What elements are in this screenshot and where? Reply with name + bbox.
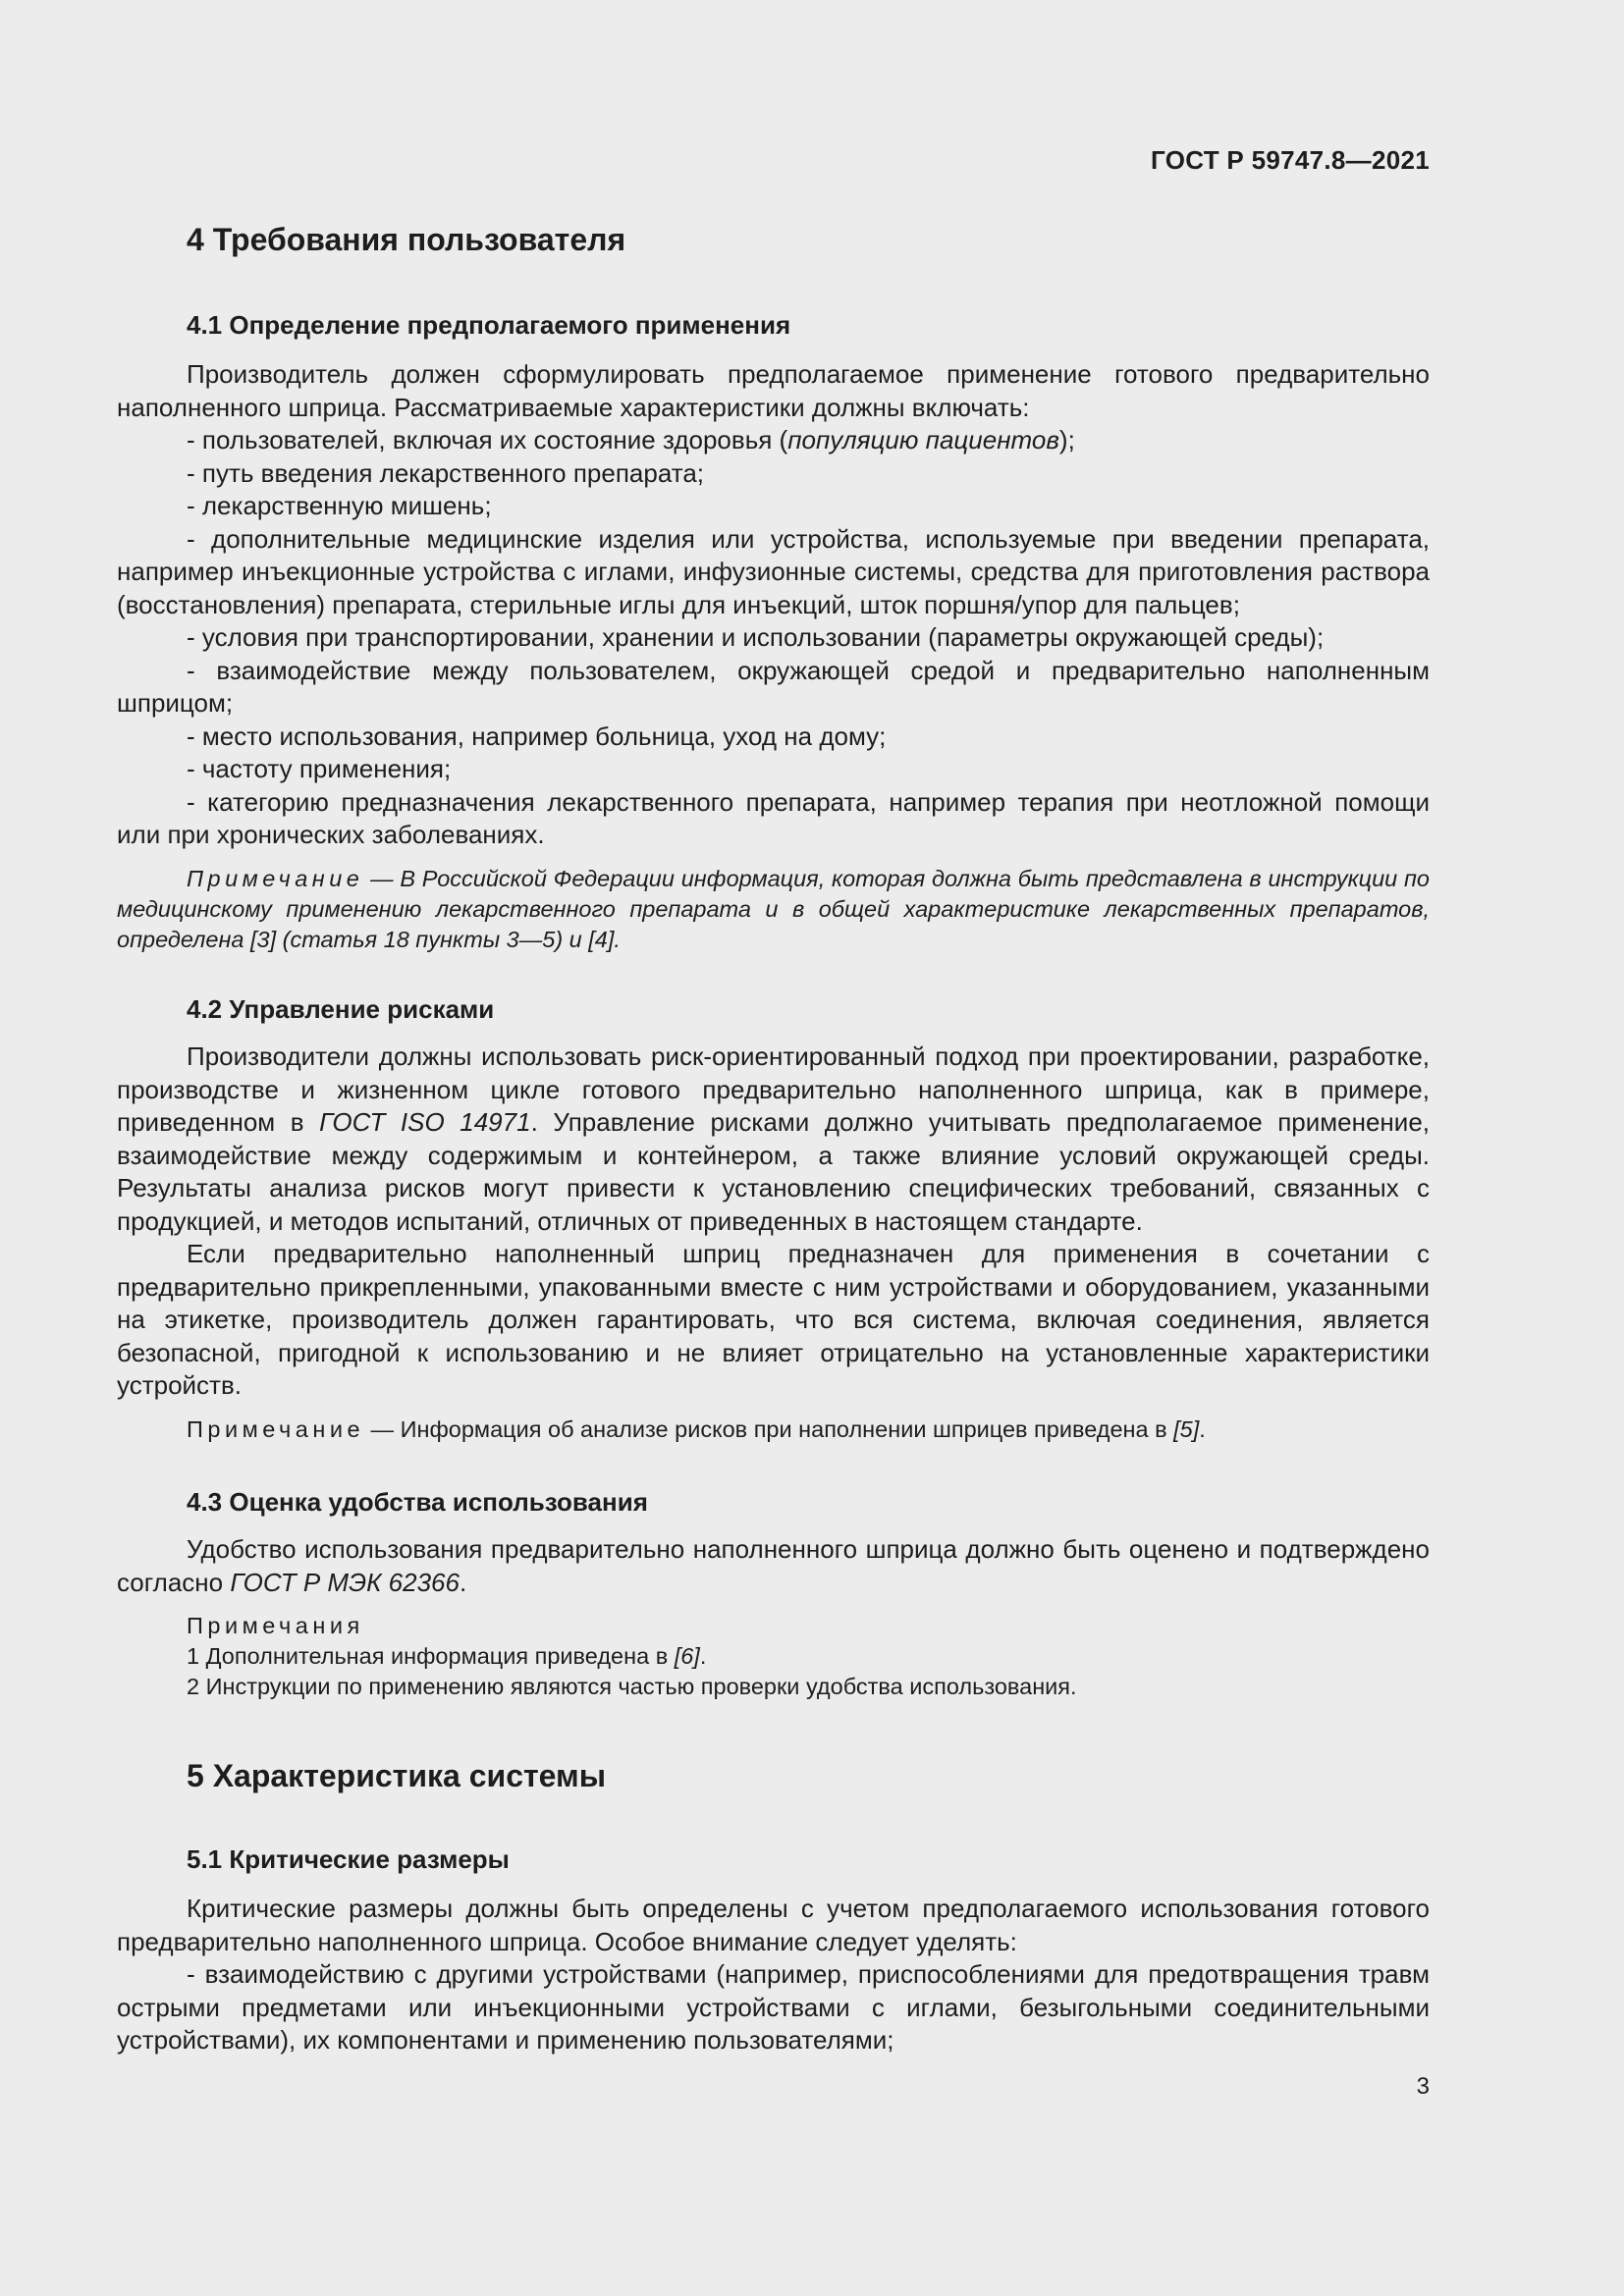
subsection-4-3-title: 4.3 Оценка удобства использования	[187, 1487, 648, 1517]
note-4-1: Примечание — В Российской Федерации информация, которая должна быть представлена в инструкции по медицинскому применению лекарственного препарата и в общей характеристике лекарственных препаратов, определена [3] (статья 18 пункты 3—5) и [4].	[117, 865, 1430, 952]
subsection-5-1-title: 5.1 Критические размеры	[187, 1844, 510, 1874]
subsection-4-1-title: 4.1 Определение предполагаемого применения	[187, 310, 791, 340]
paragraph: Если предварительно наполненный шприц предназначен для применения в сочетании с предварительно прикрепленными, упакованными вместе с ним устройствами и оборудованием, указанными на этикетке, производитель должен гарантировать, что вся система, включая соединения, является безопасной, пригодной к использованию и не влияет отрицательно на установленные характеристики устройств.	[117, 1239, 1430, 1400]
list-item: - путь введения лекарственного препарата;	[187, 457, 705, 488]
subsection-4-1-body	[117, 358, 1430, 955]
page-number: 3	[1416, 2073, 1430, 2100]
note-item: 2 Инструкции по применению являются частью проверки удобства использования.	[187, 1674, 1077, 1699]
list-item: - дополнительные медицинские изделия или устройства, используемые при введении препарата, например инъекционные устройства с иглами, инфузионные системы, средства для приготовления раствора (восстановления) препарата, стерильные иглы для инъекций, шток поршня/упор для пальцев;	[117, 523, 1430, 619]
notes-4-3	[117, 1611, 1430, 1702]
paragraph: Производитель должен сформулировать предполагаемое применение готового предварительно наполненного шприца. Рассматриваемые характеристики должны включать:	[117, 359, 1430, 422]
section-4-title: 4 Требования пользователя	[187, 222, 626, 257]
paragraph: Производители должны использовать риск-ориентированный подход при проектировании, разработке, производстве и жизненном цикле готового предварительно наполненного шприца, как в примере, приведенном в ГОСТ ISO 14971. Управление рисками должно учитывать предполагаемое применение, взаимодействие между содержимым и контейнером, а также влияние условий окружающей среды. Результаты анализа рисков могут привести к установлению специфических требований, связанных с продукцией, и методов испытаний, отличных от приведенных в настоящем стандарте.	[117, 1041, 1431, 1236]
note-item: 1 Дополнительная информация приведена в [6].	[187, 1643, 707, 1669]
section-5-title: 5 Характеристика системы	[187, 1758, 607, 1793]
paragraph: Критические размеры должны быть определены с учетом предполагаемого использования готового предварительно наполненного шприца. Особое внимание следует уделять:	[117, 1894, 1430, 1956]
note-4-2: Примечание — Информация об анализе рисков при наполнении шприцев приведена в [5].	[187, 1415, 1206, 1442]
subsection-4-2-title: 4.2 Управление рисками	[187, 994, 495, 1024]
subsection-4-3-body	[117, 1533, 1430, 1702]
list-item: - частоту применения;	[187, 754, 452, 783]
paragraph: Удобство использования предварительно наполненного шприца должно быть оценено и подтверждено согласно ГОСТ Р МЭК 62366.	[117, 1534, 1430, 1597]
list-item: - взаимодействие между пользователем, окружающей средой и предварительно наполненным шприцом;	[117, 655, 1430, 718]
list-item: - взаимодействию с другими устройствами (например, приспособлениями для предотвращения травм острыми предметами или инъекционными устройствами с иглами, безыгольными соединительными устройствами), их компонентами и применению пользователями;	[117, 1959, 1430, 2055]
subsection-4-2-body	[117, 1041, 1430, 1445]
list-item: - категорию предназначения лекарственного препарата, например терапия при неотложной помощи или при хронических заболеваниях.	[117, 786, 1430, 849]
list-item: - условия при транспортировании, хранении и использовании (параметры окружающей среды);	[187, 622, 1325, 652]
document-id: ГОСТ Р 59747.8—2021	[1151, 145, 1430, 175]
list-item: - место использования, например больница, уход на дому;	[187, 721, 887, 751]
subsection-5-1-body	[117, 1893, 1430, 2057]
list-item: - пользователей, включая их состояние здоровья (популяцию пациентов);	[187, 425, 1075, 454]
notes-label: Примечания	[187, 1613, 364, 1638]
list-item: - лекарственную мишень;	[187, 491, 492, 520]
